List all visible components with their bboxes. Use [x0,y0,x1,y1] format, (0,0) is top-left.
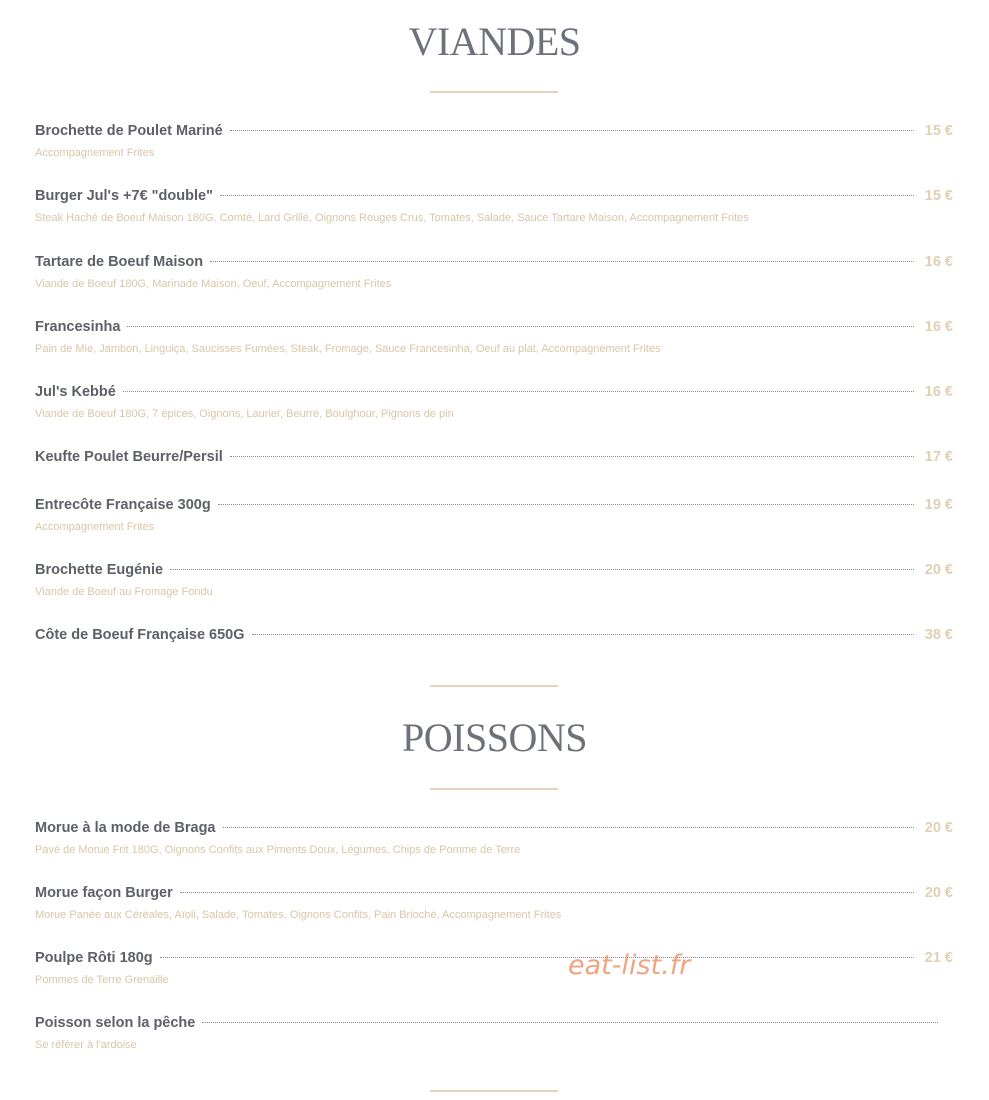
dot-leader [160,957,914,958]
section-divider [430,788,558,790]
item-price: 20 € [924,562,953,578]
watermark-text: eat-list.fr [568,950,691,981]
item-price: 16 € [924,254,953,270]
item-name: Poulpe Rôti 180g [35,950,153,966]
item-price: 16 € [924,384,953,400]
dot-leader [123,391,914,392]
item-price: 21 € [924,950,953,966]
item-description: Steak Haché de Boeuf Maison 180G, Comté, Lard Grillé, Oignons Rouges Crus, Tomates, Salade, Sauce Tartare Maison, Accompagnement Frites [35,212,749,224]
dot-leader [230,130,914,131]
menu-item [35,562,953,598]
item-description: Accompagnement Frites [35,147,155,159]
item-description: Se référer à l'ardoise [35,1039,137,1051]
menu-item [35,449,953,469]
menu-item [35,188,953,224]
menu-item [35,950,953,986]
menu-item [35,1015,945,1051]
menu-item [35,820,953,856]
item-name: Morue à la mode de Braga [35,820,216,836]
item-name: Entrecôte Française 300g [35,497,211,513]
item-price: 17 € [924,449,953,465]
dot-leader [170,569,914,570]
item-name: Brochette de Poulet Mariné [35,123,223,139]
item-price: 20 € [924,820,953,836]
menu-item [35,319,953,355]
menu-item [35,123,953,159]
menu-item [35,497,953,533]
item-description: Pain de Mie, Jambon, Linguiça, Saucisses Fumées, Steak, Fromage, Sauce Francesinha, Oeuf au plat, Accompagnement Frites [35,343,661,355]
dot-leader [223,827,915,828]
item-name: Francesinha [35,319,121,335]
item-name: Burger Jul's +7€ "double" [35,188,213,204]
item-description: Pommes de Terre Grenaille [35,974,169,986]
dot-leader [127,326,914,327]
menu-item [35,627,953,647]
item-description: Viande de Boeuf 180G, Marinade Maison, Oeuf, Accompagnement Frites [35,278,392,290]
section-divider [430,685,558,687]
dot-leader [210,261,914,262]
item-price: 20 € [924,885,953,901]
item-name: Brochette Eugénie [35,562,164,578]
section-title-viandes: VIANDES [408,19,581,64]
menu-item [35,384,953,420]
section-title-poissons: POISSONS [402,715,587,760]
dot-leader [218,504,914,505]
dot-leader [180,892,914,893]
item-name: Poisson selon la pêche [35,1015,196,1031]
item-description: Morue Panée aux Céréales, Aïoli, Salade, Tomates, Oignons Confits, Pain Brioché, Accompagnement Frites [35,909,562,921]
item-description: Accompagnement Frites [35,521,155,533]
section-divider [430,1090,558,1092]
item-description: Viande de Boeuf au Fromage Fondu [35,586,213,598]
item-name: Tartare de Boeuf Maison [35,254,204,270]
item-name: Côte de Boeuf Française 650G [35,627,245,643]
dot-leader [220,195,914,196]
section-divider [430,91,558,93]
item-price: 38 € [924,627,953,643]
item-price: 15 € [924,123,953,139]
item-name: Keufte Poulet Beurre/Persil [35,449,223,465]
item-description: Pavé de Morue Frit 180G, Oignons Confits aux Piments Doux, Légumes, Chips de Pomme de Terre [35,844,521,856]
dot-leader [252,634,914,635]
item-price: 16 € [924,319,953,335]
item-name: Jul's Kebbé [35,384,116,400]
dot-leader [230,456,914,457]
item-price: 15 € [924,188,953,204]
item-name: Morue façon Burger [35,885,173,901]
menu-item [35,885,953,921]
menu-item [35,254,953,290]
item-price: 19 € [924,497,953,513]
item-description: Viande de Boeuf 180G, 7 épices, Oignons, Laurier, Beurre, Boulghour, Pignons de pin [35,408,454,420]
dot-leader [202,1022,938,1023]
